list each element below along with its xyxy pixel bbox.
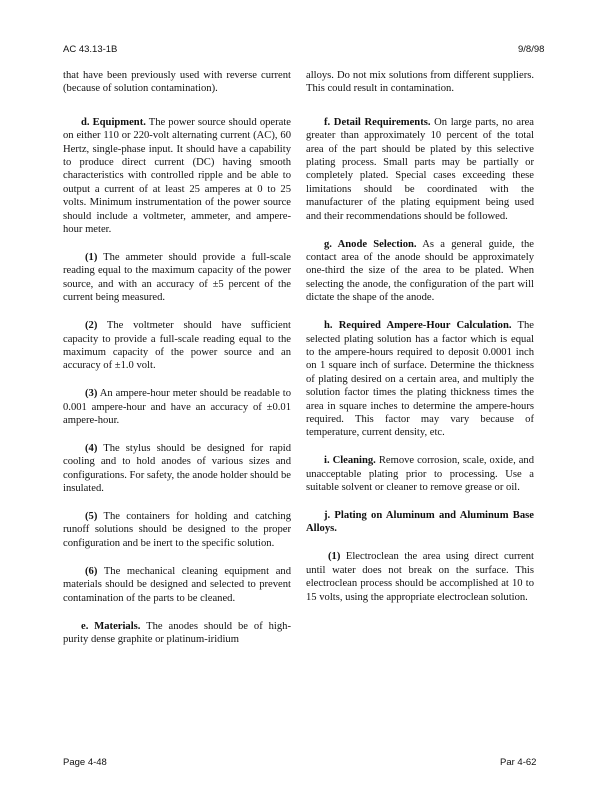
paragraph-continuation: that have been previously used with reverse current (because of solution contamination). <box>63 70 291 95</box>
paragraph-i-cleaning: i. Cleaning. Remove corrosion, scale, oxide, and unacceptable plating prior to processing. Use a suitable solvent or cleaner to remove grease or oil. <box>306 455 534 494</box>
footer-page-number: Page 4-48 <box>63 757 107 768</box>
paragraph-g-anode: g. Anode Selection. As a general guide, the contact area of the anode should be approximately one-third the size of the area to be plated. When selecting the anode, the configuration of the part will dictate the shape of the anode. <box>306 238 534 304</box>
heading-cleaning: i. Cleaning. <box>324 455 376 467</box>
paragraph-f-detail: f. Detail Requirements. On large parts, no area greater than approximately 10 percent of the total area of the part should be plated by this selective plating process. Small parts may be partially or completely plated. Special cases exceeding these limitations should be coordinated with the manufacturer of the plating equipment being used and their recommendations should be followed. <box>306 116 535 222</box>
paragraph-d3: (3) An ampere-hour meter should be readable to 0.001 ampere-hour and have an accuracy of ±0.01 ampere-hour. <box>63 388 291 427</box>
heading-equipment: d. Equipment. <box>81 116 146 128</box>
paragraph-d4: (4) The stylus should be designed for rapid cooling and to hold anodes of various sizes and configurations. For safety, the anode holder should be insulated. <box>63 442 291 495</box>
paragraph-d6: (6) The mechanical cleaning equipment and materials should be designed and selected to prevent contamination of the parts to be cleaned. <box>63 565 291 604</box>
paragraph-h-ampere-hour: h. Required Ampere-Hour Calculation. The selected plating solution has a factor which is equal to the ampere-hours required to deposit 0.0001 inch on 1 square inch of surface. Determine the thickness of plating desired on a certain area, and multiply the solution factor times the plating thickness times the area in square inches to determine the ampere-hours required. This factor may vary because of temperature, current density, etc. <box>306 320 534 439</box>
paragraph-j1: (1) Electroclean the area using direct current until water does not break on the surface. This electroclean process should be accomplished at 10 to 15 volts, using the appropriate electroclean solution. <box>306 551 534 603</box>
right-column <box>306 69 534 618</box>
left-column <box>63 69 291 661</box>
header-doc-id: AC 43.13-1B <box>63 44 118 55</box>
paragraph-j-heading <box>306 509 534 536</box>
paragraph-e-materials: e. Materials. The anodes should be of high-purity dense graphite or platinum-iridium <box>63 620 291 645</box>
heading-materials: e. Materials. <box>81 620 141 632</box>
heading-anode-selection: g. Anode Selection. <box>324 238 417 250</box>
paragraph-d5: (5) The containers for holding and catching runoff solutions should be designed to the proper configuration and be inert to the specific solution. <box>63 511 291 549</box>
paragraph-d2: (2) The voltmeter should have sufficient capacity to provide a full-scale reading equal to the maximum capacity of the power source and an accuracy of ±1.0 volt. <box>63 320 291 372</box>
heading-aluminum-plating: j. Plating on Aluminum and Aluminum Base Alloys. <box>306 509 534 535</box>
heading-detail-requirements: f. Detail Requirements. <box>324 116 431 128</box>
footer-paragraph-ref: Par 4-62 <box>500 757 537 768</box>
paragraph-d1: (1) The ammeter should provide a full-scale reading equal to the maximum capacity of the power source, and with an accuracy of ±5 percent of the current being measured. <box>63 251 291 304</box>
paragraph-d-equipment: d. Equipment. The power source should operate on either 110 or 220-volt alternating current (AC), 60 Hertz, single-phase input. It should have a capability to produce direct current (DC) having smooth characteristics with controlled ripple and be able to output a current of at least 25 amperes at 0 to 25 volts. Minimum instrumentation of the power source should include a voltmeter, ammeter, and ampere-hour meter. <box>63 116 292 236</box>
header-date: 9/8/98 <box>518 44 545 55</box>
paragraph-continuation: alloys. Do not mix solutions from different suppliers. This could result in contamination. <box>306 70 534 95</box>
heading-ampere-hour: h. Required Ampere-Hour Calculation. <box>324 320 512 332</box>
